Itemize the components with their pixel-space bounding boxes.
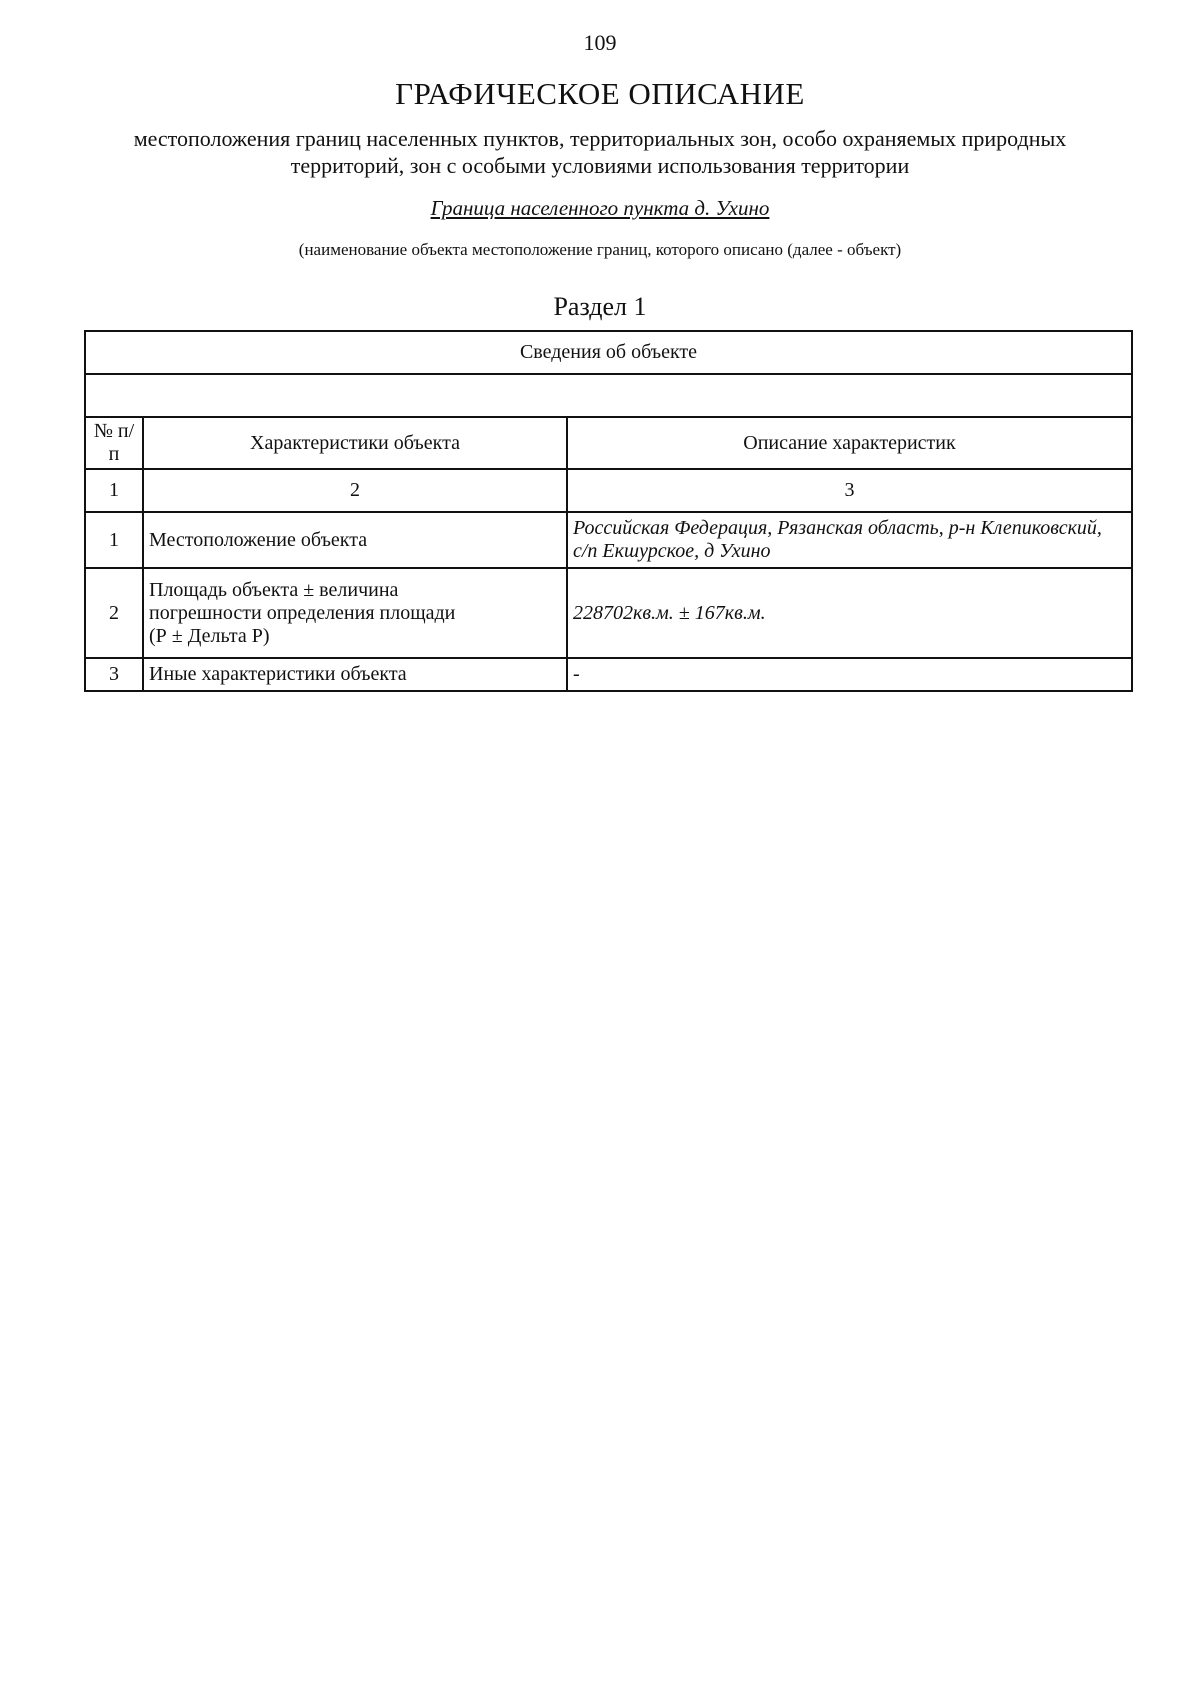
page-number: 109	[583, 30, 617, 55]
row-characteristic	[143, 568, 567, 658]
table-row	[85, 658, 1132, 691]
row-characteristic: Иные характеристики объекта	[143, 658, 567, 691]
row-description-line-1: Российская Федерация, Рязанская область, р-н Клепиковский,	[573, 517, 1102, 539]
subtitle-line-1: местоположения границ населенных пунктов, территориальных зон, особо охраняемых природных	[133, 126, 1067, 151]
column-header-characteristic: Характеристики объекта	[143, 417, 567, 469]
row-description: -	[567, 658, 1132, 691]
table-column-headers	[85, 417, 1132, 469]
table-empty-cell	[85, 374, 1132, 417]
table-row	[85, 568, 1132, 658]
row-number: 1	[85, 512, 143, 568]
table-header-row	[85, 331, 1132, 374]
row-number: 2	[85, 568, 143, 658]
document-subtitle	[80, 125, 1120, 179]
column-header-description: Описание характеристик	[567, 417, 1132, 469]
table-row	[85, 512, 1132, 568]
section-title: Раздел 1	[553, 292, 647, 321]
row-characteristic-line-3: (Р ± Дельта Р)	[149, 624, 270, 647]
object-name	[0, 196, 1200, 221]
row-description: 228702кв.м. ± 167кв.м.	[567, 568, 1132, 658]
row-number: 3	[85, 658, 143, 691]
object-caption: (наименование объекта местоположение границ, которого описано (далее - объект)	[298, 240, 902, 259]
object-name-text: Граница населенного пункта д. Ухино	[430, 196, 770, 220]
row-characteristic: Местоположение объекта	[143, 512, 567, 568]
table-empty-row	[85, 374, 1132, 417]
table-header: Сведения об объекте	[85, 331, 1132, 374]
column-header-number: № п/п	[85, 417, 143, 469]
column-index-3: 3	[567, 469, 1132, 512]
table-column-indices	[85, 469, 1132, 512]
row-characteristic-line-1: Площадь объекта ± величина	[149, 578, 399, 601]
document-title: ГРАФИЧЕСКОЕ ОПИСАНИЕ	[395, 76, 805, 111]
subtitle-line-2: территорий, зон с особыми условиями использования территории	[290, 153, 910, 178]
row-description	[567, 512, 1132, 568]
row-characteristic-line-2: погрешности определения площади	[149, 601, 456, 624]
column-index-2: 2	[143, 469, 567, 512]
column-index-1: 1	[85, 469, 143, 512]
object-info-table	[84, 330, 1133, 692]
row-description-line-2: с/п Екшурское, д Ухино	[573, 540, 771, 562]
